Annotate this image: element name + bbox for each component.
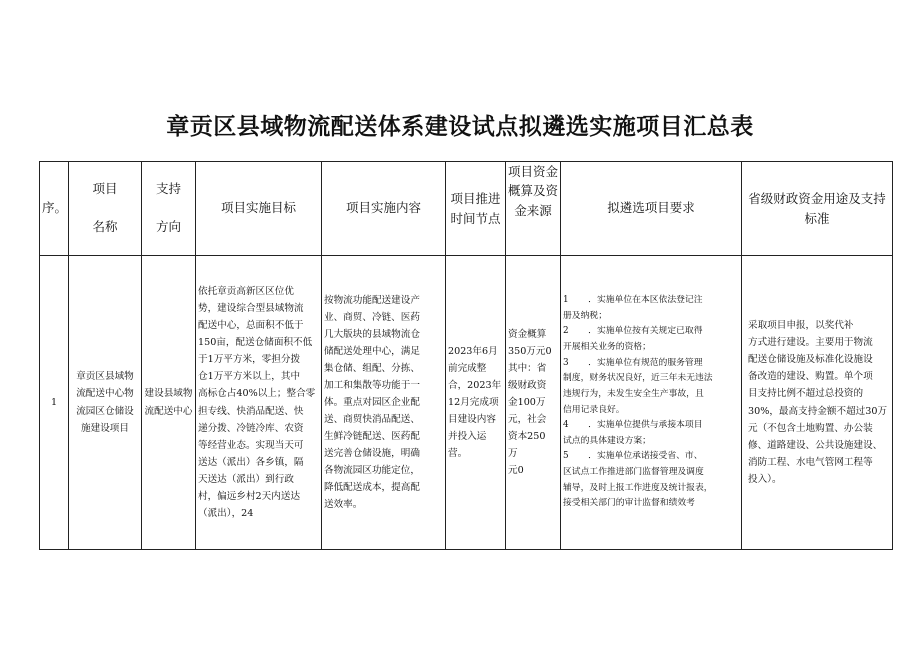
table-header-row bbox=[40, 162, 893, 256]
header-support-direction: 支持 方向 bbox=[142, 162, 196, 256]
header-funding: 项目资金 概算及资 金来源 bbox=[506, 162, 561, 256]
header-requirements: 拟遴选项目要求 bbox=[561, 162, 742, 256]
cell-timeline: 2023年6月 前完成整 合，2023年 12月完成项 目建设内容 并投入运 营。 bbox=[446, 256, 506, 550]
header-timeline: 项目推进 时间节点 bbox=[446, 162, 506, 256]
header-goal: 项目实施目标 bbox=[196, 162, 322, 256]
header-project-name: 项目 名称 bbox=[69, 162, 142, 256]
cell-support-direction: 建设县域物 流配送中心 bbox=[142, 256, 196, 550]
cell-fund-use: 采取项目申报，以奖代补 方式进行建设。主要用于物流 配送仓储设施及标准化设施设 备改造的建设、购置。单个项 目支持比例不超过总投资的 30%，最高支持金额不超过30万 元（不包含土地购置、办公装 修、道路建设、公共设施建设、 消防工程、水电气管网工程等 投入）。 bbox=[742, 256, 893, 550]
table-row bbox=[40, 256, 893, 550]
cell-index: 1 bbox=[40, 256, 69, 550]
header-content: 项目实施内容 bbox=[322, 162, 446, 256]
cell-project-name: 章贡区县域物 流配送中心物 流园区仓储设 施建设项目 bbox=[69, 256, 142, 550]
cell-requirements: 1 ．实施单位在本区依法登记注 册及纳税； 2 ．实施单位按有关规定已取得 开展相关业务的资格； 3 ．实施单位有规范的服务管理 制度，财务状况良好，近三年未无违法 违规行为，未发生安全生产事故，且 信用记录良好。 4 ．实施单位提供与承接本项目 试点的具体建设方案； 5 ．实施单位承诺接受省、市、 区试点工作推进部门监督管理及调度 辅导，及时上报工作进度及统计报表， 接受相关部门的审计监督和绩效考 bbox=[561, 256, 742, 550]
cell-goal: 依托章贡高新区区位优 势，建设综合型县域物流 配送中心，总面积不低于 150亩，配送仓储面积不低 于1万平方米，零担分拨 仓1万平方米以上，其中 高标仓占40%以上；整合零 担专线、快消品配送、快 递分拨、冷链冷库、农资 等经营业态。实现当天可 送达（派出）各乡镇，隔 天送达（派出）到行政 村，偏远乡村2天内送达 （派出），24 bbox=[196, 256, 322, 550]
project-summary-table bbox=[39, 161, 893, 550]
cell-funding: 资金概算 350万元0 其中：省 级财政资 金100万 元，社会 资本250 万 元0 bbox=[506, 256, 561, 550]
header-fund-use: 省级财政资金用途及支持 标准 bbox=[742, 162, 893, 256]
document-title: 章贡区县域物流配送体系建设试点拟遴选实施项目汇总表 bbox=[166, 114, 754, 140]
cell-content: 按物流功能配送建设产 业、商贸、冷链、医药 几大版块的县域物流仓 储配送处理中心，满足 集仓储、组配、分拣、 加工和集散等功能于一 体。重点对园区企业配 送、商贸快消品配送、 生鲜冷链配送、医药配 送完善仓储设施，明确 各物流园区功能定位， 降低配送成本，提高配 送效率。 bbox=[322, 256, 446, 550]
header-index: 序。 bbox=[40, 162, 69, 256]
